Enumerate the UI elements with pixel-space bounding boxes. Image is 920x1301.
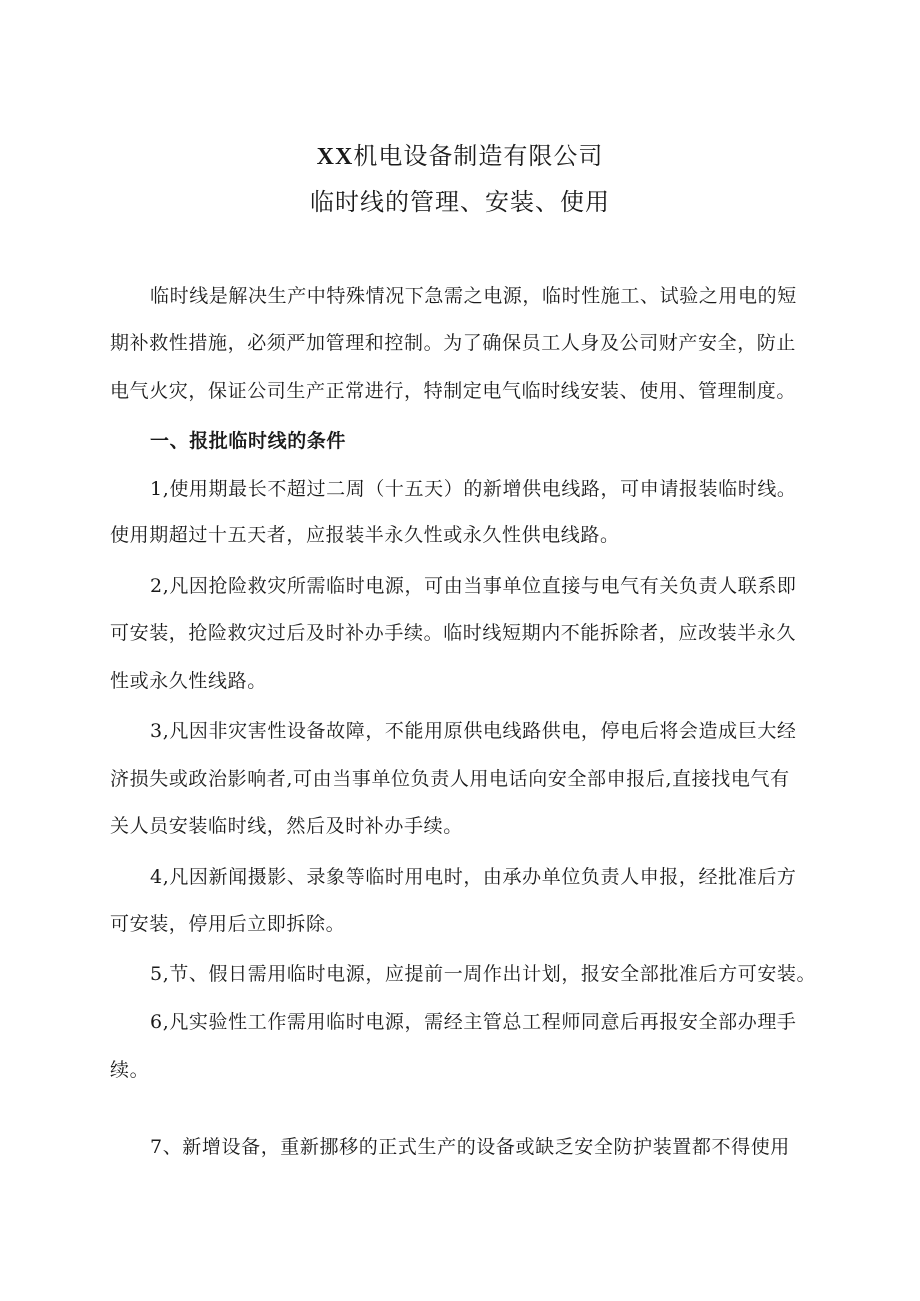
document-title: 临时线的管理、安装、使用 xyxy=(310,188,610,216)
intro-line-2: 期补救性措施，必须严加管理和控制。为了确保员工人身及公司财产安全，防止 xyxy=(110,332,797,354)
company-title xyxy=(0,136,920,171)
item1-line-2: 使用期超过十五天者，应报装半永久性或永久性供电线路。 xyxy=(110,524,620,546)
item1-line-1: 1,使用期最长不超过二周（十五天）的新增供电线路，可申请报装临时线。 xyxy=(150,478,797,500)
section1-heading: 一、报批临时线的条件 xyxy=(150,430,347,452)
company-prefix: XX xyxy=(316,144,354,170)
company-name: 机电设备制造有限公司 xyxy=(353,142,604,170)
item3-line-2: 济损失或政治影响者,可由当事单位负责人用电话向安全部申报后,直接找电气有 xyxy=(110,768,790,790)
item3-line-1: 3,凡因非灾害性设备故障，不能用原供电线路供电，停电后将会造成巨大经 xyxy=(150,720,797,742)
item6-line-1: 6,凡实验性工作需用临时电源，需经主管总工程师同意后再报安全部办理手 xyxy=(150,1011,797,1033)
item2-line-1: 2,凡因抢险救灾所需临时电源，可由当事单位直接与电气有关负责人联系即 xyxy=(150,575,797,597)
item3-line-3: 关人员安装临时线，然后及时补办手续。 xyxy=(110,815,463,837)
item5-line-1: 5,节、假日需用临时电源，应提前一周作出计划，报安全部批准后方可安装。 xyxy=(150,963,817,985)
item2-line-3: 性或永久性线路。 xyxy=(110,670,267,692)
item6-line-2: 续。 xyxy=(110,1059,150,1081)
intro-line-1: 临时线是解决生产中特殊情况下急需之电源，临时性施工、试验之用电的短 xyxy=(150,285,797,307)
item2-line-2: 可安装，抢险救灾过后及时补办手续。临时线短期内不能拆除者，应改装半永久 xyxy=(110,622,797,644)
item4-line-1: 4,凡因新闻摄影、录象等临时用电时，由承办单位负责人申报，经批准后方 xyxy=(150,866,797,888)
intro-line-3: 电气火灾，保证公司生产正常进行，特制定电气临时线安装、使用、管理制度。 xyxy=(110,380,797,402)
item4-line-2: 可安装，停用后立即拆除。 xyxy=(110,913,346,935)
item7-line-1: 7、新增设备，重新挪移的正式生产的设备或缺乏安全防护装置都不得使用 xyxy=(150,1136,790,1158)
